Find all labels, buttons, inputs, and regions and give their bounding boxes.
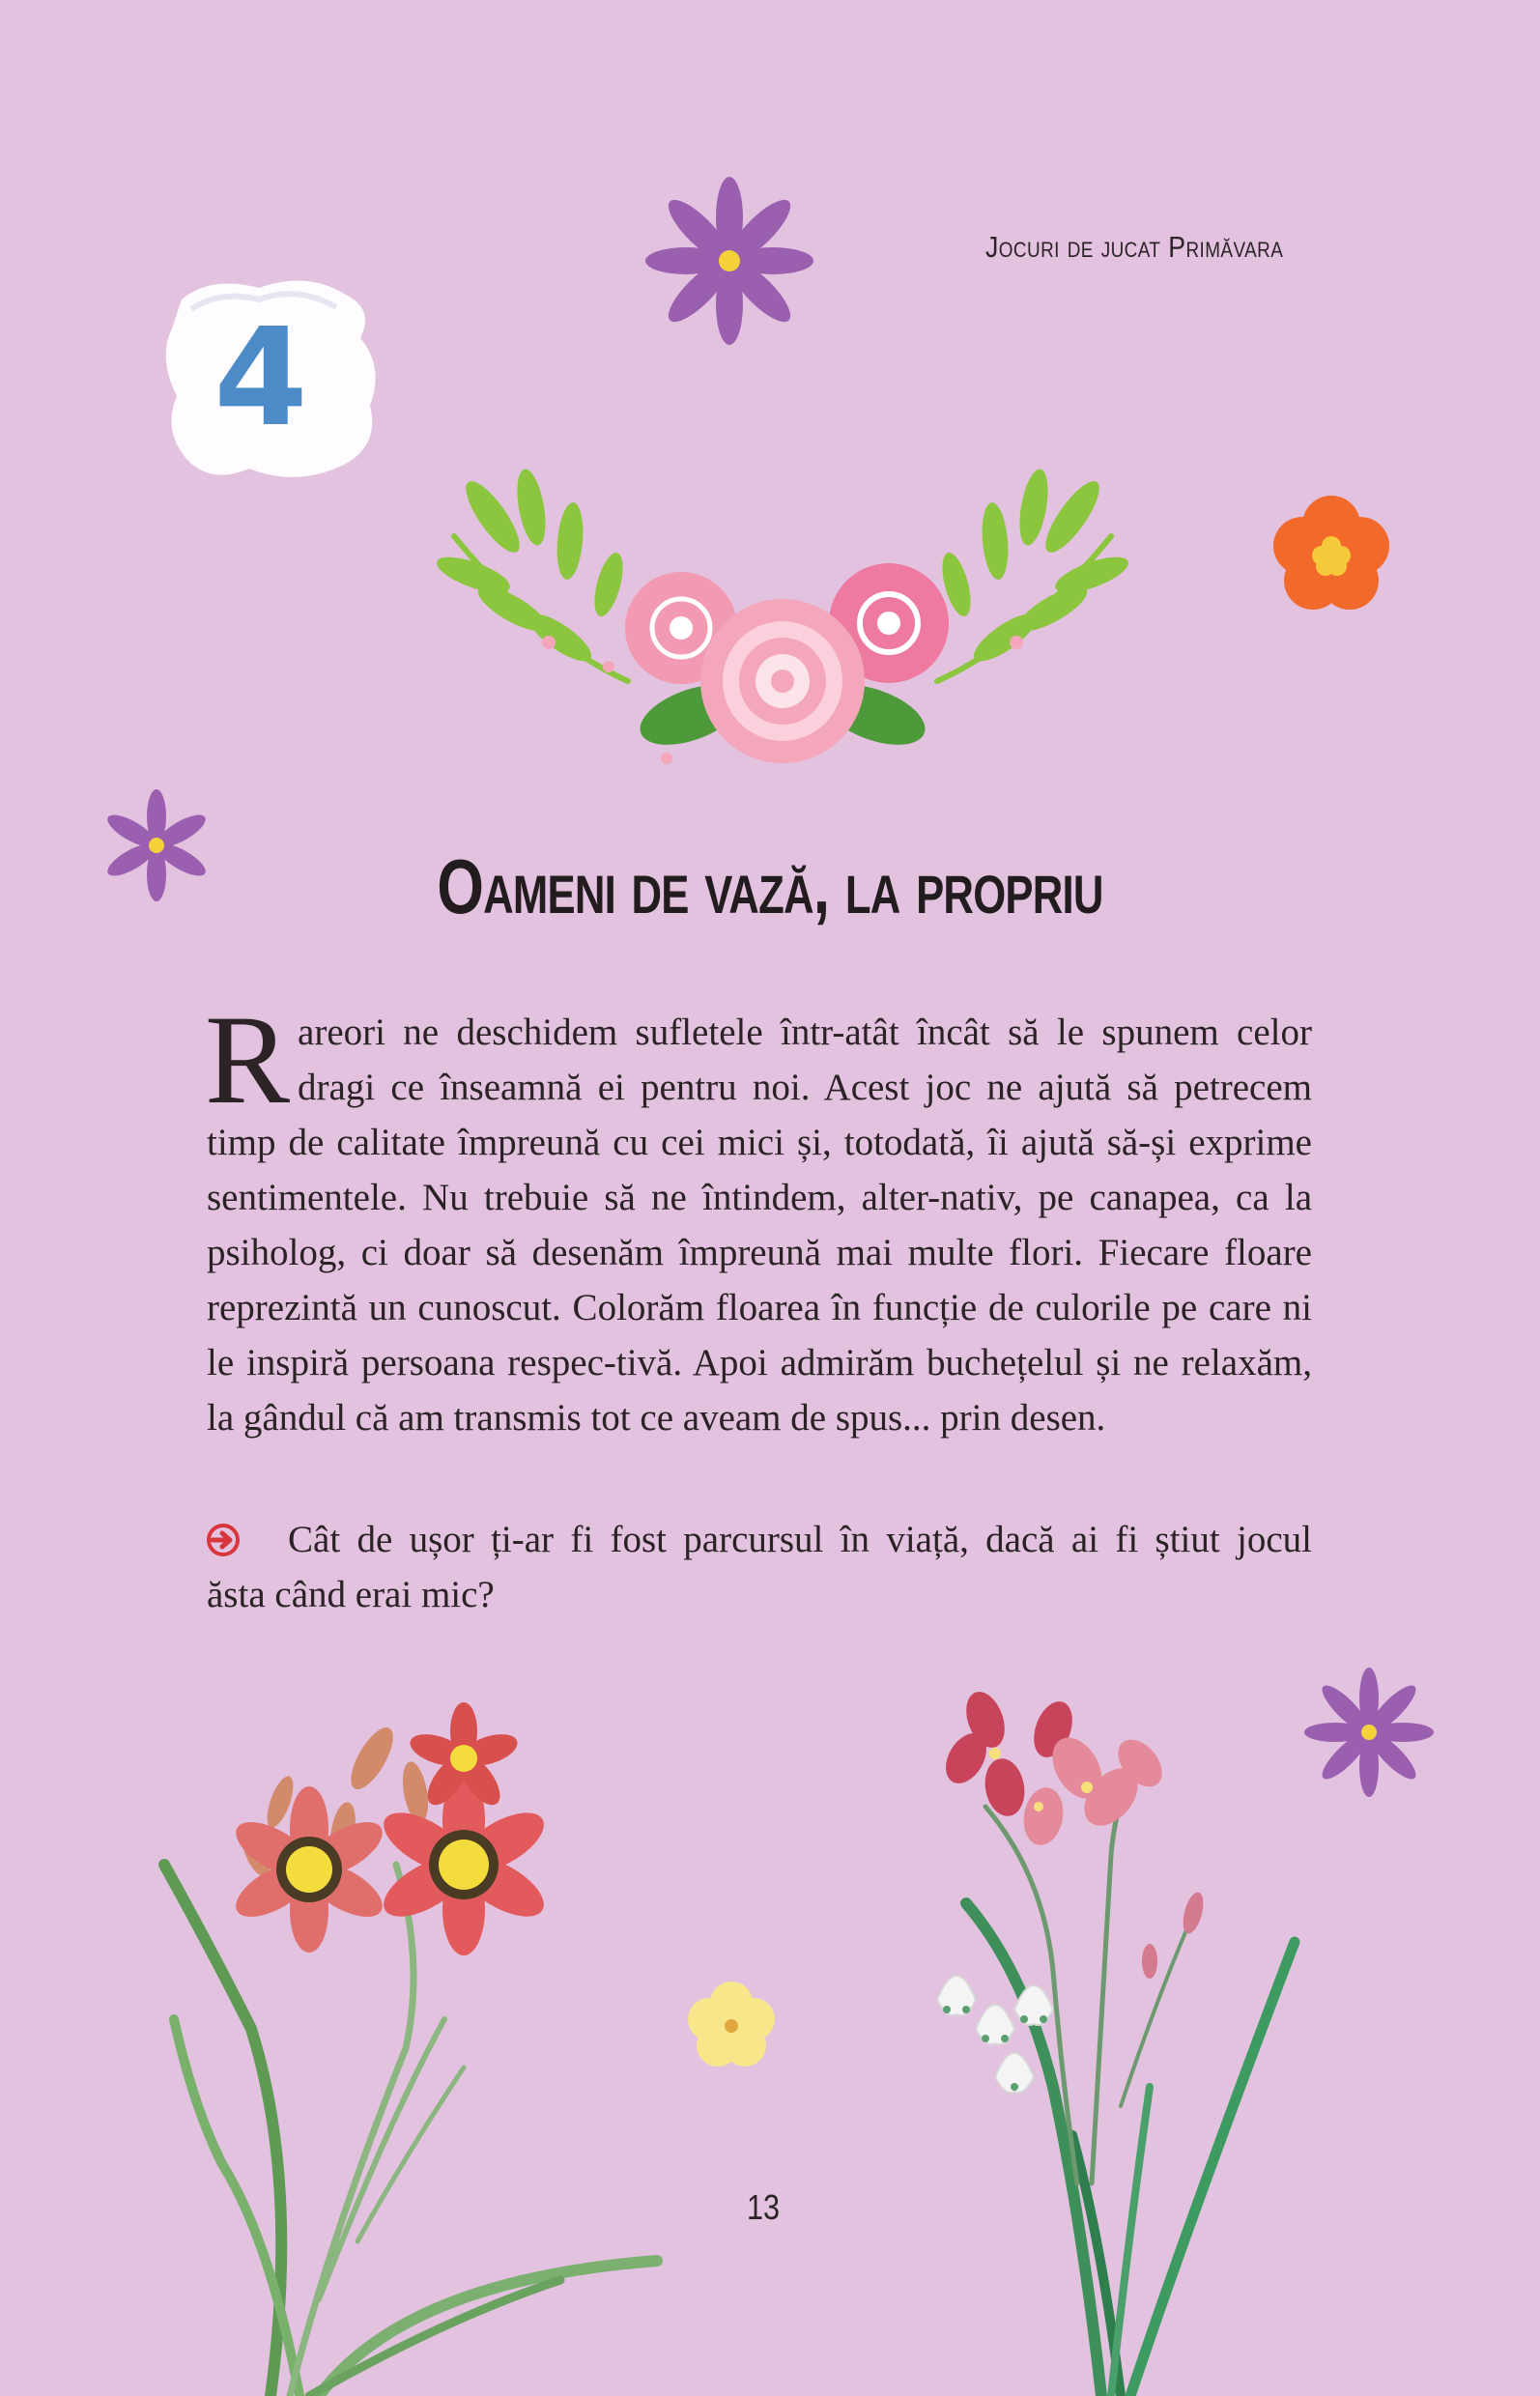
floral-wreath bbox=[435, 449, 1130, 783]
body-text: areori ne deschidem sufletele într-atât încât să le spunem celor dragi ce înseamnă ei pentru noi. Acest joc ne ajută să petrecem timp de calitate împreună cu cei mici și, totodată, îi ajută să-și exprime sentimentele. Nu trebuie să ne întindem, alter-nativ, pe canapea, ca la psiholog, ci doar să desenăm împreună mai multe flori. Fiecare floare reprezintă un cunoscut. Colorăm floarea în funcție de culorile pe care ni le inspiră persoana respec-tivă. Apoi admirăm buchețelul și ne relaxăm, la gândul că am transmis tot ce aveam de spus... prin desen. bbox=[207, 1012, 1312, 1439]
question-text-line1: Cât de ușor ți-ar fi fost parcursul în viață, dacă ai fi știut jocul bbox=[288, 1519, 1312, 1560]
question-text-line2: ăsta când erai mic? bbox=[207, 1574, 495, 1615]
purple-daisy-icon bbox=[104, 787, 209, 903]
purple-daisy-icon bbox=[1309, 1667, 1430, 1797]
page-title: Oameni de vază, la propriu bbox=[437, 843, 1103, 929]
body-paragraph bbox=[205, 988, 1312, 1445]
orange-flower-icon bbox=[1264, 488, 1399, 623]
question-block bbox=[207, 1512, 1312, 1622]
page-number: 13 bbox=[746, 2187, 781, 2227]
purple-daisy-icon bbox=[657, 174, 802, 348]
lily-illustration bbox=[155, 1700, 657, 2396]
freesia-illustration bbox=[908, 1681, 1314, 2396]
yellow-flower-icon bbox=[681, 1976, 783, 2077]
running-head: Jocuri de jucat Primăvara bbox=[985, 230, 1284, 264]
drop-cap: R bbox=[205, 988, 291, 1130]
chapter-number: 4 bbox=[214, 300, 308, 457]
arrow-right-icon bbox=[207, 1524, 240, 1556]
